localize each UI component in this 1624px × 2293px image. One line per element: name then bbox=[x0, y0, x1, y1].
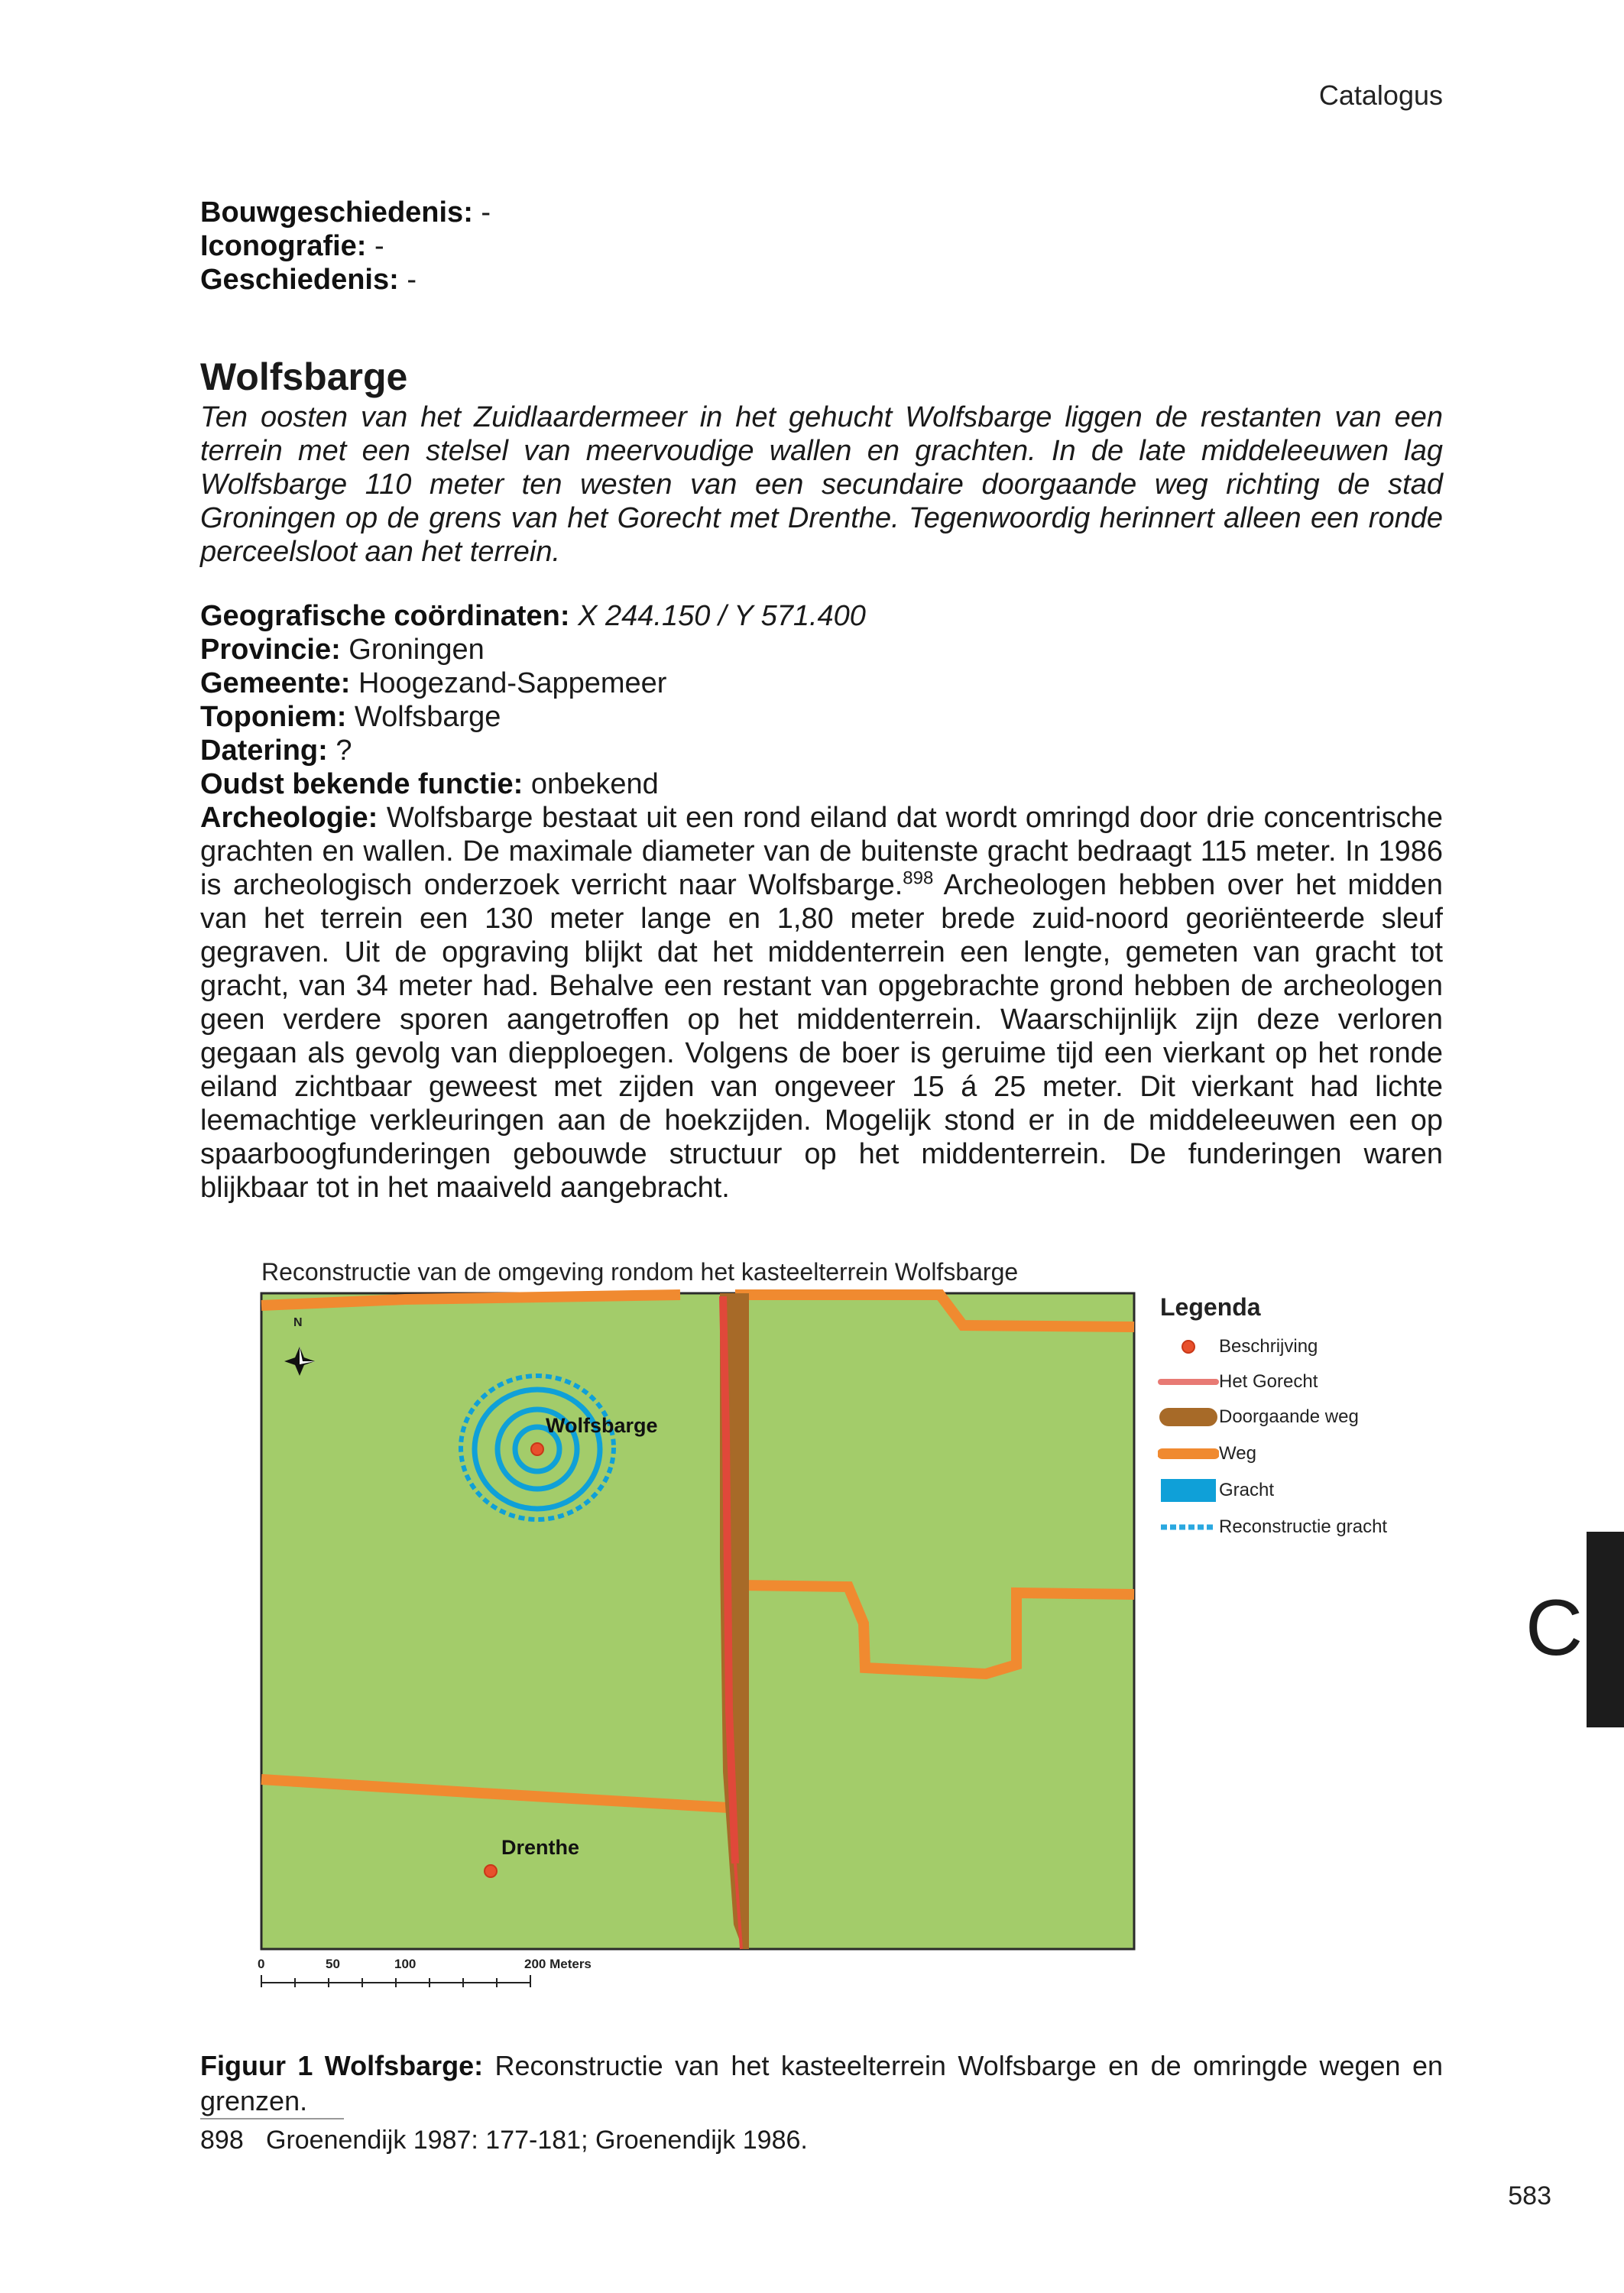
article-intro: Ten oosten van het Zuidlaardermeer in het gehucht Wolfsbarge liggen de restanten van een terrein met een stelsel van meervoudige wallen en grachten. In de late middeleeuwen lag Wolfsbarge 110 meter ten westen van een secundaire doorgaande weg richting de stad Groningen op de grens van het Gorecht met Drenthe. Tegenwoordig herinnert alleen een ronde perceelsloot aan het terrein. bbox=[200, 401, 1443, 568]
map-figure bbox=[252, 1252, 1414, 2001]
thumb-index-tab bbox=[1587, 1532, 1624, 1727]
legend-item-gorecht: Het Gorecht bbox=[1158, 1367, 1318, 1397]
field-toponym: Toponiem: Wolfsbarge bbox=[200, 701, 501, 733]
legend-line-road-icon bbox=[1158, 1438, 1219, 1469]
legend-moat-icon bbox=[1158, 1475, 1219, 1506]
legend-line-gorecht-icon bbox=[1158, 1367, 1219, 1397]
scale-bar bbox=[261, 1975, 530, 1987]
legend-item-weg: Weg bbox=[1158, 1438, 1256, 1469]
map-graphic bbox=[252, 1252, 1414, 2001]
scale-tick-100: 100 bbox=[394, 1957, 417, 1971]
field-dating: Datering: ? bbox=[200, 735, 352, 767]
legend-item-reconstructie-gracht: Reconstructie gracht bbox=[1158, 1512, 1387, 1542]
scale-tick-50: 50 bbox=[326, 1957, 340, 1971]
article-title: Wolfsbarge bbox=[200, 355, 408, 398]
figure-caption: Figuur 1 Wolfsbarge: Reconstructie van het kasteelterrein Wolfsbarge en de omringde wegen en grenzen. bbox=[200, 2050, 1443, 2116]
footnote-number: 898 bbox=[200, 2126, 244, 2155]
thumb-index-letter: C bbox=[1525, 1584, 1583, 1672]
legend-title: Legenda bbox=[1160, 1293, 1261, 1321]
field-archaeology: Archeologie: Wolfsbarge bestaat uit een rond eiland dat wordt omringd door drie concentrische grachten en wallen. De maximale diameter van de buitenste gracht bedraagt 115 meter. In 1986 is archeologisch onderzoek verricht naar Wolfsbarge.$^{898}$ Archeologen hebben over het midden van het terrein een 130 meter lange en 1,80 meter brede zuid-noord georiënteerde sleuf gegraven. Uit de opgraving blijkt dat het middenterrein een lengte, gemeten van gracht tot gracht, van 34 meter had. Behalve een restant van opgebrachte grond hebben de archeologen geen verdere sporen aangetroffen op het middenterrein. Waarschijnlijk zijn deze verloren gegaan als gevolg van diepploegen. Volgens de boer is geruime tijd een vierkant op het ronde eiland zichtbaar geweest met zijden van ongeveer 15 á 25 meter. Dit vierkant had lichte leemachtige verkleuringen aan de hoekzijden. Mogelijk stond er in de middeleeuwen een op spaarboogfunderingen gebouwde structuur op het middenterrein. De funderingen waren blijkbaar tot in het maaiveld aangebracht. bbox=[200, 802, 1443, 1204]
running-head: Catalogus bbox=[1318, 79, 1443, 111]
page-number: 583 bbox=[1508, 2181, 1551, 2210]
map-title: Reconstructie van de omgeving rondom het kasteelterrein Wolfsbarge bbox=[261, 1258, 1019, 1286]
legend-item-beschrijving: Beschrijving bbox=[1158, 1331, 1318, 1362]
footnote-reference[interactable]: 898 bbox=[903, 868, 934, 889]
legend-dashed-moat-icon bbox=[1158, 1512, 1219, 1542]
article-section bbox=[200, 355, 1443, 569]
legend-item-gracht: Gracht bbox=[1158, 1475, 1274, 1506]
wolfsbarge-dot bbox=[531, 1443, 543, 1455]
history-fields bbox=[200, 196, 1443, 297]
north-label: N bbox=[293, 1316, 303, 1329]
field-bouwgeschiedenis: Bouwgeschiedenis: - bbox=[200, 196, 491, 229]
footnote-text: Groenendijk 1987: 177-181; Groenendijk 1986. bbox=[266, 2126, 808, 2155]
footnote bbox=[200, 2123, 808, 2157]
legend-item-doorgaande-weg: Doorgaande weg bbox=[1158, 1402, 1359, 1432]
field-geschiedenis: Geschiedenis: - bbox=[200, 264, 417, 296]
field-coordinates: Geografische coördinaten: X 244.150 / Y 571.400 bbox=[200, 600, 866, 632]
label-wolfsbarge: Wolfsbarge bbox=[546, 1414, 658, 1437]
map-field bbox=[261, 1293, 1134, 1949]
field-municipality: Gemeente: Hoogezand-Sappemeer bbox=[200, 667, 667, 699]
drenthe-dot bbox=[485, 1865, 497, 1877]
field-province: Provincie: Groningen bbox=[200, 634, 485, 666]
legend-line-main-road-icon bbox=[1158, 1402, 1219, 1432]
field-function: Oudst bekende functie: onbekend bbox=[200, 768, 659, 800]
scale-tick-200: 200 Meters bbox=[524, 1957, 592, 1971]
scale-tick-0: 0 bbox=[258, 1957, 265, 1971]
footnote-divider bbox=[200, 2118, 344, 2119]
legend-dot-icon bbox=[1158, 1331, 1219, 1362]
label-drenthe: Drenthe bbox=[501, 1836, 580, 1859]
field-iconografie: Iconografie: - bbox=[200, 230, 384, 262]
metadata-section bbox=[200, 599, 1443, 1205]
